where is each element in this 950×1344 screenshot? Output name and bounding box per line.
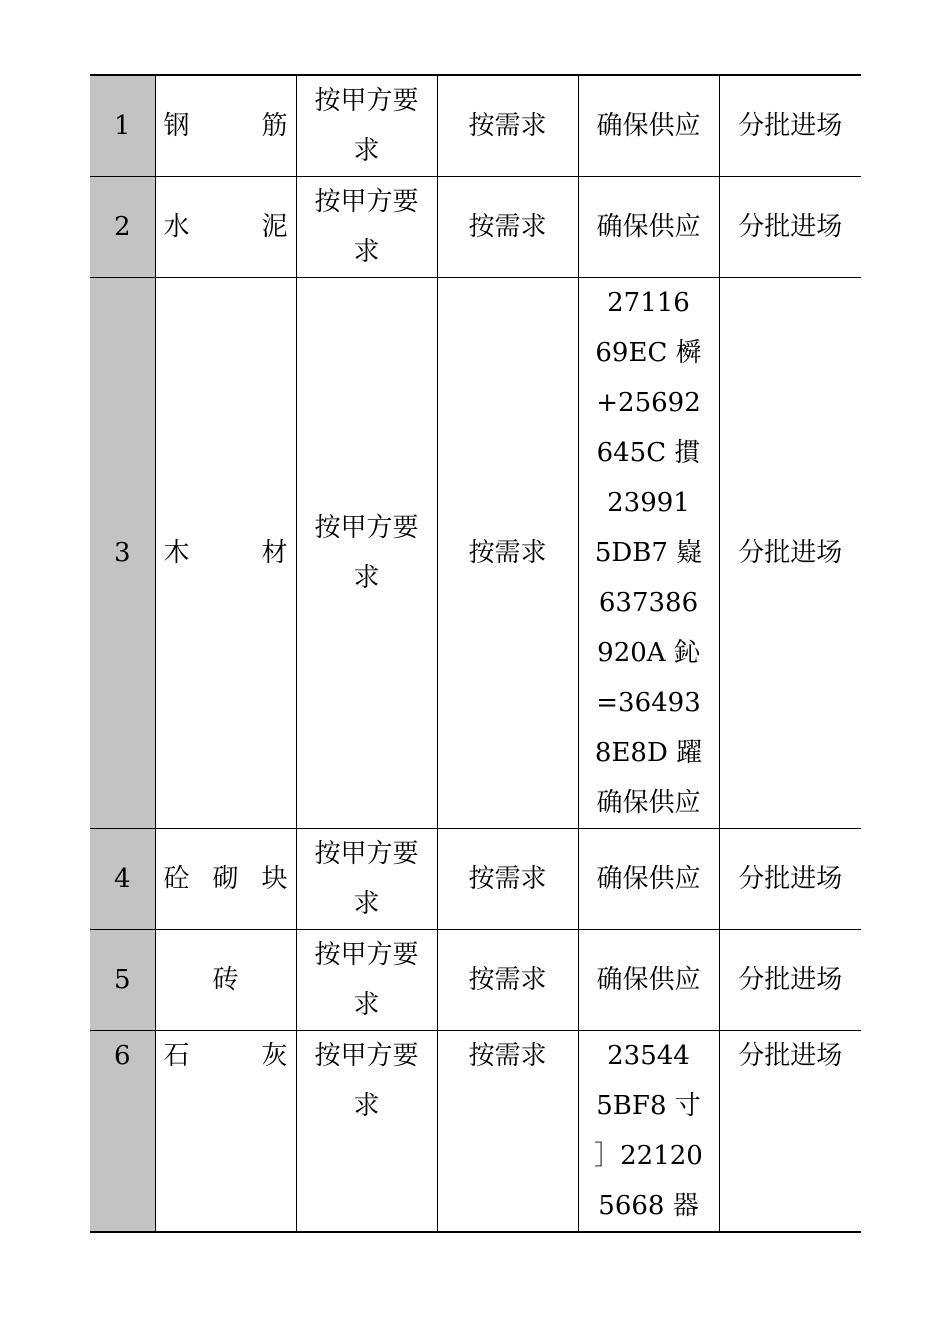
entry-cell: 分批进场 — [719, 177, 861, 278]
table-row — [90, 177, 861, 278]
supply-line: +25692 — [596, 388, 701, 418]
material-name-char: 块 — [261, 864, 288, 894]
spec-cell: 按甲方要求 — [296, 829, 437, 930]
quantity-cell: 按需求 — [437, 75, 578, 177]
table-row — [90, 75, 861, 177]
supply-line: 637386 — [598, 588, 699, 618]
quantity-cell: 按需求 — [437, 278, 578, 829]
material-name-char: 木 — [163, 538, 190, 568]
supply-cell — [578, 278, 719, 829]
quantity-cell: 按需求 — [437, 829, 578, 930]
material-name-char: 石 — [163, 1041, 190, 1071]
supply-line: ］22120 — [594, 1141, 703, 1171]
supply-line: 5668 器 — [598, 1191, 699, 1221]
row-number: 4 — [90, 829, 155, 930]
supply-cell — [578, 1031, 719, 1233]
table-row — [90, 829, 861, 930]
supply-cell: 确保供应 — [578, 177, 719, 278]
spec-cell: 按甲方要求 — [296, 75, 437, 177]
material-name-char: 砌 — [212, 864, 239, 894]
supply-line: 920A 鈊 — [597, 638, 700, 668]
materials-table — [90, 74, 861, 1233]
material-name — [155, 1031, 296, 1233]
supply-cell: 确保供应 — [578, 930, 719, 1031]
supply-line: 69EC 橓 — [595, 338, 702, 368]
spec-cell: 按甲方要求 — [296, 930, 437, 1031]
spec-cell: 按甲方要求 — [296, 177, 437, 278]
entry-cell: 分批进场 — [719, 1031, 861, 1233]
material-name-char: 砼 — [163, 864, 190, 894]
material-name-char: 灰 — [261, 1041, 288, 1071]
supply-cell: 确保供应 — [578, 75, 719, 177]
entry-cell: 分批进场 — [719, 278, 861, 829]
supply-cell: 确保供应 — [578, 829, 719, 930]
row-number: 5 — [90, 930, 155, 1031]
supply-line: 8E8D 躍 — [594, 738, 703, 768]
quantity-cell: 按需求 — [437, 177, 578, 278]
row-number: 6 — [90, 1031, 155, 1233]
material-name: 砖 — [155, 930, 296, 1031]
supply-line: 5BF8 寸 — [596, 1091, 701, 1121]
spec-cell: 按甲方要求 — [296, 1031, 437, 1233]
row-number: 1 — [90, 75, 155, 177]
entry-cell: 分批进场 — [719, 930, 861, 1031]
material-name-char: 钢 — [163, 111, 190, 141]
material-name — [155, 829, 296, 930]
material-name-char: 筋 — [261, 111, 288, 141]
quantity-cell: 按需求 — [437, 1031, 578, 1233]
material-name — [155, 75, 296, 177]
material-name-char: 泥 — [261, 212, 288, 242]
supply-line: 5DB7 嶷 — [594, 538, 703, 568]
supply-line: 27116 — [607, 288, 690, 318]
entry-cell: 分批进场 — [719, 829, 861, 930]
material-name-char: 材 — [261, 538, 288, 568]
supply-line: 确保供应 — [596, 788, 701, 818]
table-row — [90, 1031, 861, 1233]
material-name-char: 水 — [163, 212, 190, 242]
supply-line: =36493 — [596, 688, 701, 718]
table-row — [90, 930, 861, 1031]
material-name — [155, 278, 296, 829]
row-number: 2 — [90, 177, 155, 278]
table-row — [90, 278, 861, 829]
row-number: 3 — [90, 278, 155, 829]
material-name — [155, 177, 296, 278]
supply-line: 23544 — [607, 1041, 690, 1071]
supply-line: 23991 — [607, 488, 690, 518]
spec-cell: 按甲方要求 — [296, 278, 437, 829]
supply-line: 645C 摜 — [596, 438, 701, 468]
quantity-cell: 按需求 — [437, 930, 578, 1031]
entry-cell: 分批进场 — [719, 75, 861, 177]
